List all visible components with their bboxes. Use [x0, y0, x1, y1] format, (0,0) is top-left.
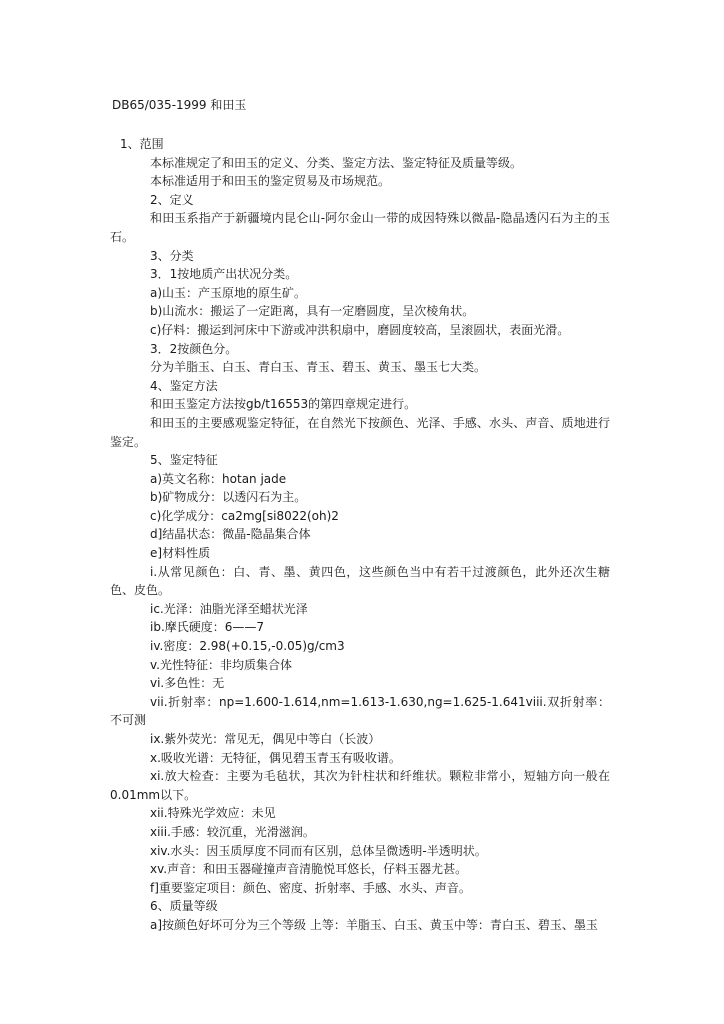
paragraph: 和田玉的主要感观鉴定特征，在自然光下按颜色、光泽、手感、水头、声音、质地进行鉴定。	[110, 415, 610, 449]
section-heading: 4、鉴定方法	[150, 378, 218, 393]
document-title: DB65/035-1999 和田玉	[112, 98, 247, 112]
paragraph: 和田玉系指产于新疆境内昆仑山-阿尔金山一带的成因特殊以微晶-隐晶透闪石为主的玉石。	[110, 211, 610, 244]
paragraph: ix.紫外荧光：常见无，偶见中等白（长波）	[150, 732, 381, 746]
paragraph: d]结晶状态：微晶-隐晶集合体	[150, 527, 311, 542]
paragraph: c)化学成分：ca2mg[si8022(oh)2	[150, 508, 339, 523]
paragraph: 和田玉鉴定方法按gb/t16553的第四章规定进行。	[150, 397, 417, 412]
paragraph: a)山玉：产玉原地的原生矿。	[150, 285, 307, 300]
paragraph: 3．1按地质产出状况分类。	[150, 267, 298, 282]
paragraph: e]材料性质	[150, 546, 211, 561]
paragraph: 本标准适用于和田玉的鉴定贸易及市场规范。	[150, 174, 391, 189]
paragraph: i.从常见颜色：白、青、墨、黄四色，这些颜色当中有若干过渡颜色，此外还次生糖色、皮色。	[110, 564, 610, 598]
paragraph: b)矿物成分：以透闪石为主。	[150, 490, 307, 505]
paragraph: ic.光泽：油脂光泽至蜡状光泽	[150, 601, 308, 616]
paragraph: xv.声音：和田玉器碰撞声音清脆悦耳悠长，仔料玉器尤甚。	[150, 862, 468, 877]
paragraph: iv.密度：2.98(+0.15,-0.05)g/cm3	[150, 639, 345, 654]
paragraph: xiii.手感：较沉重，光滑滋润。	[150, 824, 315, 839]
section-heading: 6、质量等级	[150, 899, 218, 914]
paragraph: v.光性特征：非均质集合体	[150, 657, 292, 672]
paragraph: vi.多色性：无	[150, 676, 225, 691]
section-heading: 3、分类	[150, 248, 194, 263]
paragraph: b)山流水：搬运了一定距离，具有一定磨圆度，呈次棱角状。	[150, 304, 475, 319]
paragraph: c)仔料：搬运到河床中下游或冲洪积扇中，磨圆度较高，呈滚圆状，表面光滑。	[150, 322, 570, 337]
paragraph: x.吸收光谱：无特征，偶见碧玉青玉有吸收谱。	[150, 750, 401, 765]
section-heading: 5、鉴定特征	[150, 453, 218, 468]
section-heading: 2、定义	[150, 192, 194, 207]
document-body	[110, 135, 610, 935]
paragraph: xi.放大检查：主要为毛毡状，其次为针柱状和纤维状。颗粒非常小，短轴方向一般在0.01mm以下。	[110, 769, 610, 802]
paragraph: 3．2按颜色分。	[150, 341, 238, 356]
paragraph: a)英文名称：hotan jade	[150, 471, 287, 486]
paragraph: xii.特殊光学效应：未见	[150, 806, 276, 821]
paragraph: a]按颜色好坏可分为三个等级 上等：羊脂玉、白玉、黄玉中等：青白玉、碧玉、墨玉	[150, 917, 598, 932]
paragraph: vii.折射率：np=1.600-1.614,nm=1.613-1.630,ng=1.625-1.641viii.双折射率：不可测	[110, 694, 610, 728]
section-heading: 1、范围	[120, 137, 164, 151]
paragraph: f]重要鉴定项目：颜色、密度、折射率、手感、水头、声音。	[150, 880, 471, 895]
paragraph: xiv.水头：因玉质厚度不同而有区别，总体呈微透明-半透明状。	[150, 843, 487, 858]
paragraph: 分为羊脂玉、白玉、青白玉、青玉、碧玉、黄玉、墨玉七大类。	[150, 360, 487, 375]
paragraph: ib.摩氏硬度：6——7	[150, 620, 265, 635]
paragraph: 本标准规定了和田玉的定义、分类、鉴定方法、鉴定特征及质量等级。	[150, 155, 523, 170]
